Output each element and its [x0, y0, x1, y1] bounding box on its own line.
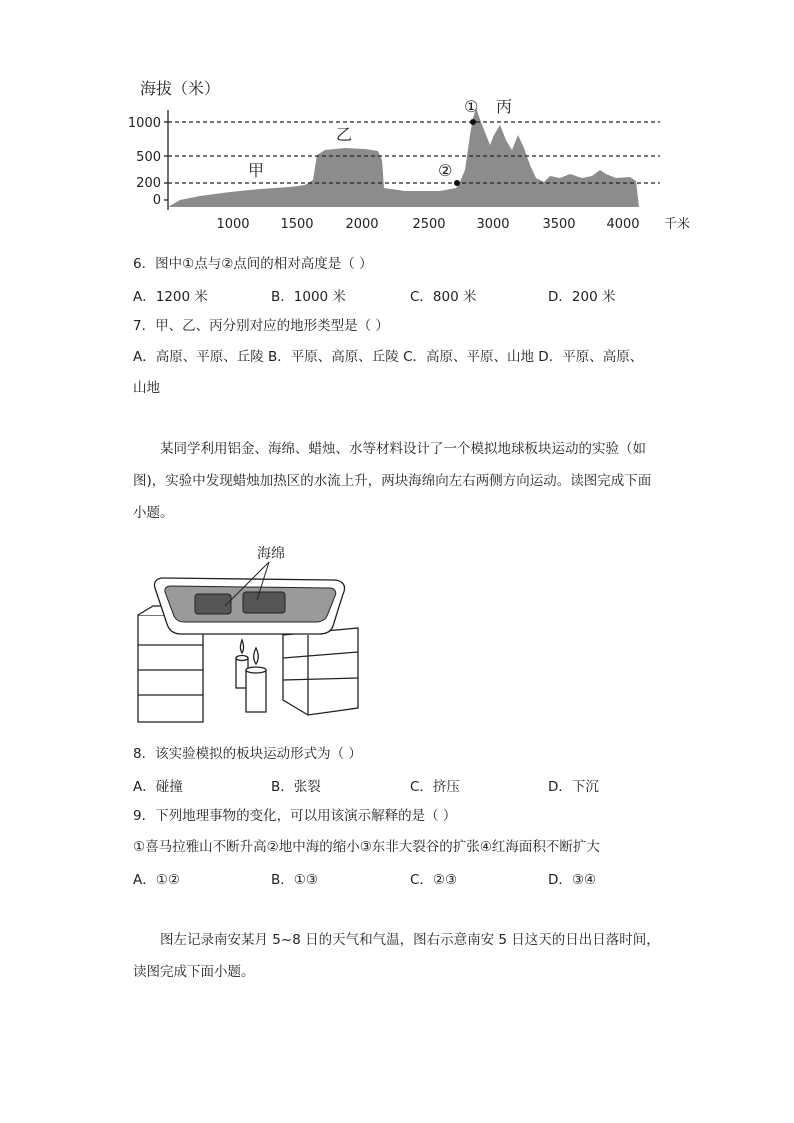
label-jia: 甲 [248, 161, 265, 180]
point-2-label: ② [438, 161, 453, 180]
x-tick-1000: 1000 [216, 217, 250, 232]
x-tick-3500: 3500 [542, 217, 576, 232]
y-tick-0: 0 [152, 193, 161, 208]
q6-option-a[interactable]: A．1200 米 [133, 289, 208, 305]
y-axis-title: 海拔（米） [140, 79, 221, 98]
y-tick-500: 500 [136, 150, 161, 165]
q9-option-d[interactable]: D．③④ [548, 872, 597, 888]
label-bing: 丙 [496, 97, 513, 116]
q9-items: ①喜马拉雅山不断升高②地中海的缩小③东非大裂谷的扩张④红海面积不断扩大 [133, 839, 600, 855]
candles [236, 640, 266, 712]
x-axis-unit: 千米 [664, 217, 690, 232]
sponge-left [195, 594, 231, 614]
q7-stem: 7．甲、乙、丙分别对应的地形类型是（ ） [133, 318, 389, 334]
point-2-marker [454, 180, 460, 186]
experiment-figure [133, 540, 368, 725]
q7-options-line2[interactable]: 山地 [133, 380, 160, 396]
q9-option-b[interactable]: B．①③ [271, 872, 318, 888]
x-tick-2500: 2500 [412, 217, 446, 232]
q6-option-b[interactable]: B．1000 米 [271, 289, 346, 305]
q9-option-a[interactable]: A．①② [133, 872, 180, 888]
q8-option-a[interactable]: A．碰撞 [133, 779, 183, 795]
x-tick-2000: 2000 [345, 217, 379, 232]
weather-intro: 图左记录南安某月 5~8 日的天气和气温，图右示意南安 5 日这天的日出日落时间，读图完成下面小题。 [133, 932, 660, 980]
y-tick-200: 200 [136, 176, 161, 191]
q9-option-c[interactable]: C．②③ [410, 872, 458, 888]
experiment-intro: 某同学利用铝金、海绵、蜡烛、水等材料设计了一个模拟地球板块运动的实验（如图)，实验中发现蜡烛加热区的水流上升，两块海绵向左右两侧方向运动。读图完成下面小题。 [133, 441, 652, 521]
x-tick-4000: 4000 [606, 217, 640, 232]
label-yi: 乙 [336, 125, 353, 144]
x-tick-3000: 3000 [476, 217, 510, 232]
q8-option-c[interactable]: C．挤压 [410, 779, 460, 795]
point-1-label: ① [464, 97, 479, 116]
terrain-profile-chart [120, 70, 690, 240]
q9-stem: 9．下列地理事物的变化，可以用该演示解释的是（ ） [133, 808, 457, 824]
q8-option-d[interactable]: D．下沉 [548, 779, 599, 795]
q7-options-line1[interactable]: A．高原、平原、丘陵 B．平原、高原、丘陵 C．高原、平原、山地 D．平原、高原、 [133, 349, 644, 365]
q6-option-c[interactable]: C．800 米 [410, 289, 477, 305]
y-tick-1000: 1000 [127, 116, 161, 131]
q6-stem: 6．图中①点与②点间的相对高度是（ ） [133, 256, 373, 272]
aluminum-tray [154, 562, 344, 634]
sponge-label: 海绵 [257, 546, 285, 562]
terrain-profile-area [168, 108, 639, 207]
point-1-marker [470, 119, 476, 125]
q8-stem: 8．该实验模拟的板块运动形式为（ ） [133, 746, 362, 762]
sponge-right [243, 592, 285, 613]
right-block-stack [283, 628, 358, 715]
x-tick-1500: 1500 [280, 217, 314, 232]
q6-option-d[interactable]: D．200 米 [548, 289, 616, 305]
q8-option-b[interactable]: B．张裂 [271, 779, 321, 795]
